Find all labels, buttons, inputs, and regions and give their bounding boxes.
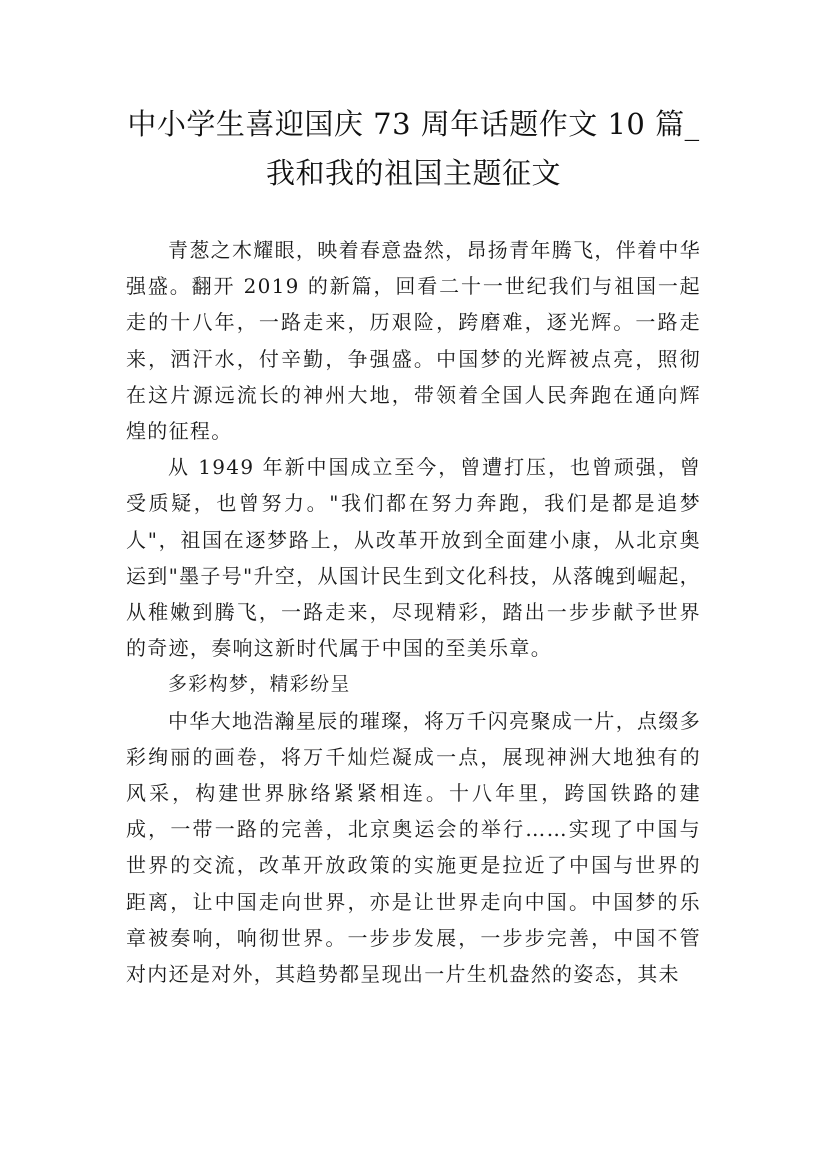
document-body: [126, 232, 701, 992]
paragraph-1: 青葱之木耀眼，映着春意盎然，昂扬青年腾飞，伴着中华强盛。翻开 2019 的新篇，回看二十一世纪我们与祖国一起走的十八年，一路走来，历艰险，跨磨难，逐光辉。一路走来，洒汗水，付辛勤，争强盛。中国梦的光辉被点亮，照彻在这片源远流长的神州大地，带领着全国人民奔跑在通向辉煌的征程。: [126, 238, 701, 444]
paragraph-3: 中华大地浩瀚星辰的璀璨，将万千闪亮聚成一片，点缀多彩绚丽的画卷，将万千灿烂凝成一点，展现神洲大地独有的风采，构建世界脉络紧紧相连。十八年里，跨国铁路的建成，一带一路的完善，北京奥运会的举行……实现了中国与世界的交流，改革开放政策的实施更是拉近了中国与世界的距离，让中国走向世界，亦是让世界走向中国。中国梦的乐章被奏响，响彻世界。一步步发展，一步步完善，中国不管对内还是对外，其趋势都呈现出一片生机盎然的姿态，其未: [126, 708, 701, 987]
title-line-2: 我和我的祖国主题征文: [265, 156, 561, 190]
title-line-1: 中小学生喜迎国庆 73 周年话题作文 10 篇_: [127, 107, 700, 141]
document-title: [100, 100, 727, 198]
paragraph-2: 从 1949 年新中国成立至今，曾遭打压，也曾顽强，曾受质疑，也曾努力。"我们都在努力奔跑，我们是都是追梦人"，祖国在逐梦路上，从改革开放到全面建小康，从北京奥运到"墨子号"升空，从国计民生到文化科技，从落魄到崛起，从稚嫩到腾飞，一路走来，尽现精彩，踏出一步步献予世界的奇迹，奏响这新时代属于中国的至美乐章。: [126, 455, 701, 661]
section-heading: 多彩构梦，精彩纷呈: [168, 673, 351, 696]
